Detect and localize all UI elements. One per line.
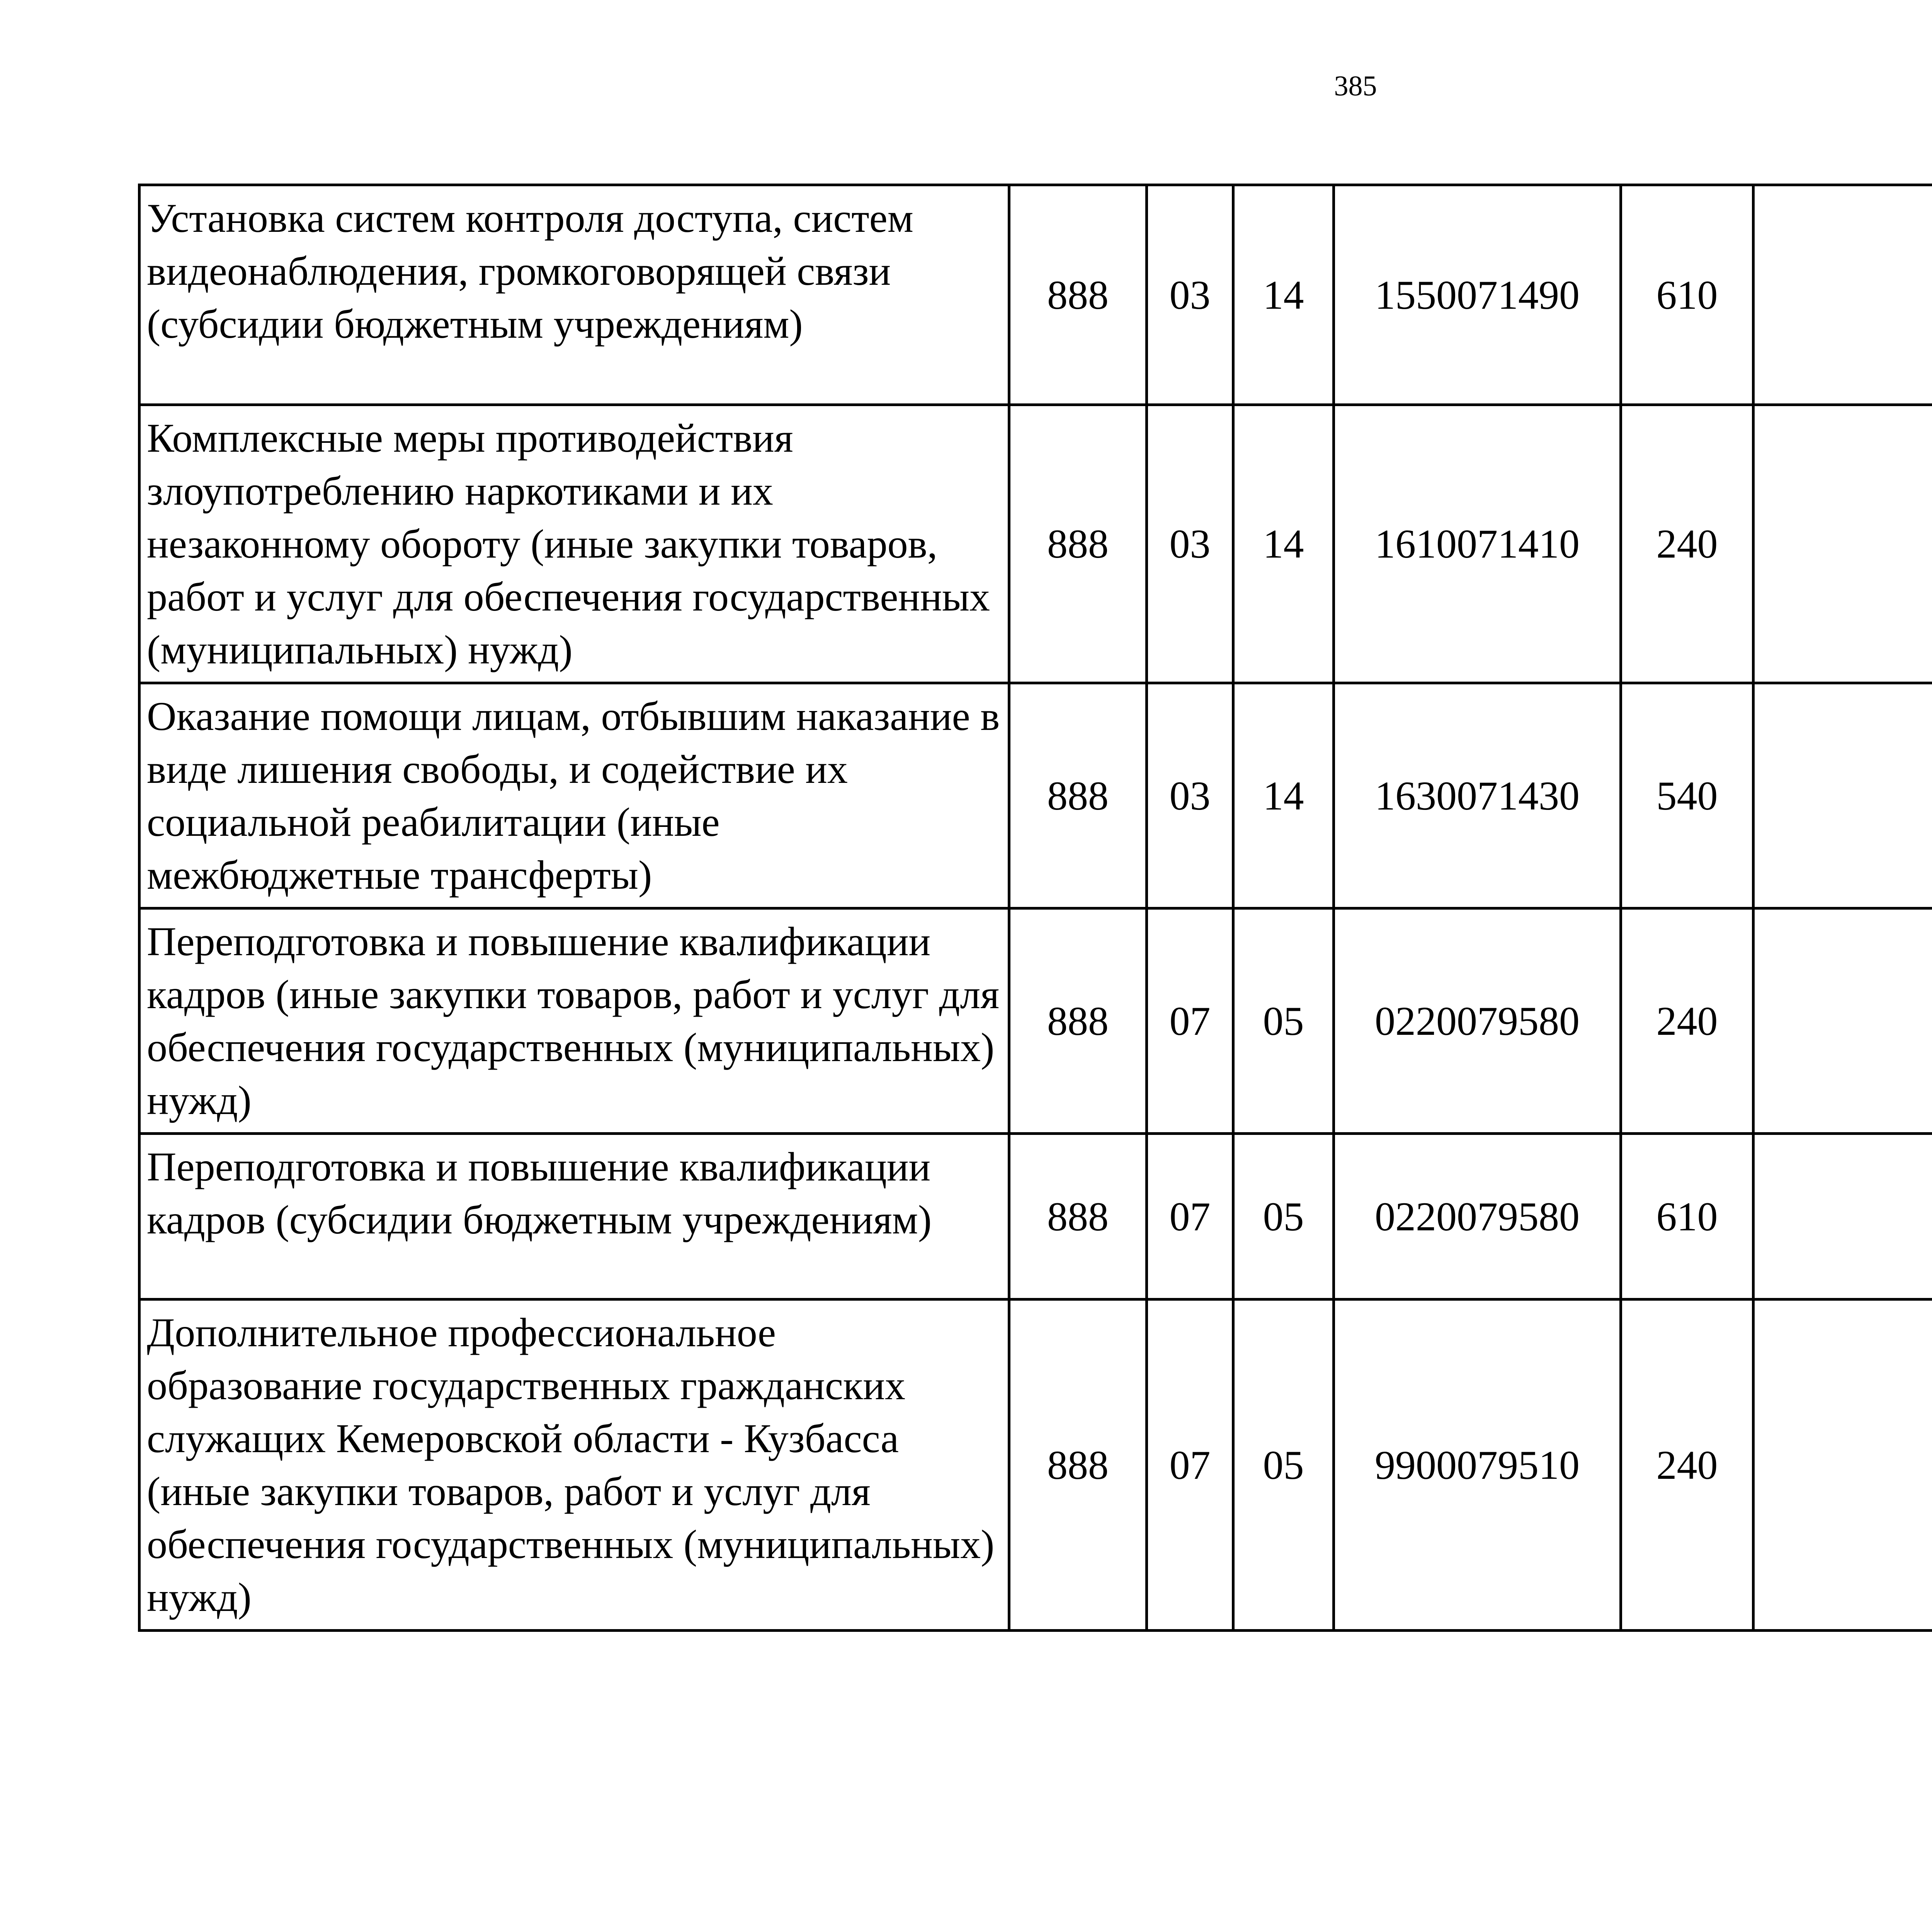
- amount-1: [1753, 185, 1932, 405]
- expense-type-code: 610: [1621, 1134, 1753, 1300]
- budget-table: [138, 184, 1932, 1632]
- page-number: 385: [1334, 70, 1377, 102]
- target-article-code: 1550071490: [1334, 185, 1621, 405]
- section-code: 07: [1147, 1134, 1233, 1300]
- section-code: 03: [1147, 683, 1233, 908]
- expense-type-code: 540: [1621, 683, 1753, 908]
- ministry-code: 888: [1009, 683, 1147, 908]
- ministry-code: 888: [1009, 185, 1147, 405]
- section-code: 03: [1147, 185, 1233, 405]
- row-description: Комплексные меры противодействия злоупотреблению наркотиками и их незаконному обороту (иные закупки товаров, работ и услуг для обеспечения государственных (муниципальных) нужд): [139, 405, 1009, 683]
- table-row: [139, 1300, 1932, 1631]
- expense-type-code: 240: [1621, 908, 1753, 1134]
- subsection-code: 05: [1233, 1300, 1334, 1631]
- table-row: [139, 185, 1932, 405]
- row-description: Переподготовка и повышение квалификации кадров (субсидии бюджетным учреждениям): [139, 1134, 1009, 1300]
- amount-1: [1753, 908, 1932, 1134]
- amount-1: [1753, 1300, 1932, 1631]
- expense-type-code: 240: [1621, 1300, 1753, 1631]
- row-description: Оказание помощи лицам, отбывшим наказание в виде лишения свободы, и содействие их социальной реабилитации (иные межбюджетные трансферты): [139, 683, 1009, 908]
- section-code: 03: [1147, 405, 1233, 683]
- row-description: Переподготовка и повышение квалификации кадров (иные закупки товаров, работ и услуг для обеспечения государственных (муниципальных) нужд): [139, 908, 1009, 1134]
- ministry-code: 888: [1009, 908, 1147, 1134]
- subsection-code: 05: [1233, 908, 1334, 1134]
- table-row: [139, 908, 1932, 1134]
- table-row: [139, 683, 1932, 908]
- ministry-code: 888: [1009, 1300, 1147, 1631]
- subsection-code: 14: [1233, 185, 1334, 405]
- amount-1: [1753, 1134, 1932, 1300]
- subsection-code: 05: [1233, 1134, 1334, 1300]
- target-article-code: 0220079580: [1334, 908, 1621, 1134]
- ministry-code: 888: [1009, 405, 1147, 683]
- ministry-code: 888: [1009, 1134, 1147, 1300]
- target-article-code: 9900079510: [1334, 1300, 1621, 1631]
- target-article-code: 1610071410: [1334, 405, 1621, 683]
- expense-type-code: 610: [1621, 185, 1753, 405]
- subsection-code: 14: [1233, 405, 1334, 683]
- section-code: 07: [1147, 908, 1233, 1134]
- expense-type-code: 240: [1621, 405, 1753, 683]
- row-description: Дополнительное профессиональное образование государственных гражданских служащих Кемеровской области - Кузбасса (иные закупки товаров, работ и услуг для обеспечения государственных (муниципальных) нужд): [139, 1300, 1009, 1631]
- subsection-code: 14: [1233, 683, 1334, 908]
- amount-1: [1753, 683, 1932, 908]
- table-row: [139, 405, 1932, 683]
- target-article-code: 0220079580: [1334, 1134, 1621, 1300]
- target-article-code: 1630071430: [1334, 683, 1621, 908]
- amount-1: [1753, 405, 1932, 683]
- row-description: Установка систем контроля доступа, систем видеонаблюдения, громкоговорящей связи (субсидии бюджетным учреждениям): [139, 185, 1009, 405]
- section-code: 07: [1147, 1300, 1233, 1631]
- table-row: [139, 1134, 1932, 1300]
